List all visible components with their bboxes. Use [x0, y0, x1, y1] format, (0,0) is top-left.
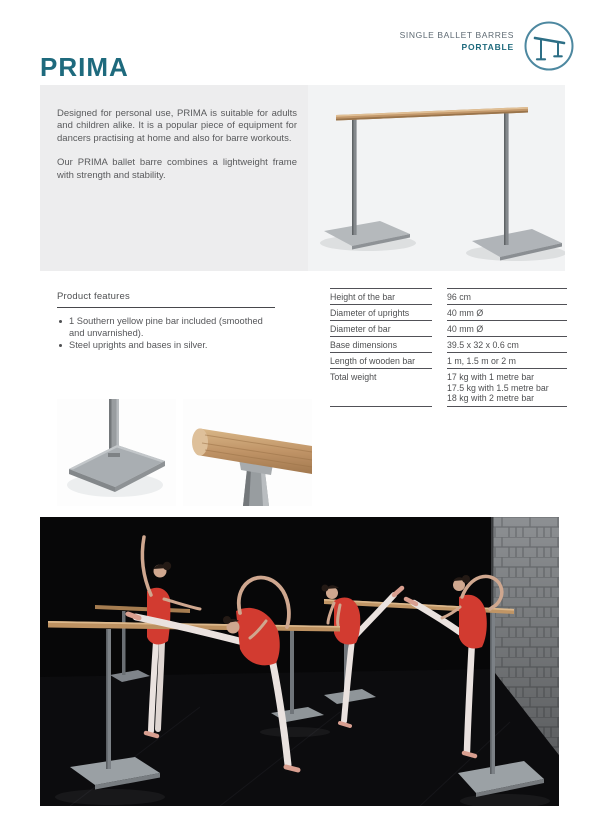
table-row	[330, 337, 567, 353]
table-row	[330, 288, 567, 305]
spec-label: Base dimensions	[330, 337, 432, 353]
spec-label: Length of wooden bar	[330, 353, 432, 369]
bullet-icon	[59, 344, 62, 347]
intro-text	[57, 108, 297, 182]
intro-paragraph: Designed for personal use, PRIMA is suitable for adults and children alike. It is a popular piece of equipment for dancers practising at home and also for barre workouts.	[57, 108, 297, 144]
features-heading: Product features	[57, 291, 130, 302]
spec-label: Diameter of uprights	[330, 305, 432, 321]
table-row	[330, 321, 567, 337]
spec-label: Height of the bar	[330, 288, 432, 305]
spec-value: 96 cm	[447, 288, 567, 305]
spec-label: Total weight	[330, 369, 432, 406]
page-title: PRIMA	[40, 52, 129, 82]
ballet-barre-icon	[523, 20, 575, 72]
spec-value	[447, 369, 567, 406]
spec-value-line: 17.5 kg with 1.5 metre bar	[447, 382, 549, 393]
spec-value: 40 mm Ø	[447, 305, 567, 321]
table-row	[330, 353, 567, 369]
feature-text: 1 Southern yellow pine bar included (smoothed and unvarnished).	[69, 316, 263, 338]
detail-image-bar	[183, 399, 312, 506]
table-row	[330, 369, 567, 406]
spec-label: Diameter of bar	[330, 321, 432, 337]
bullet-icon	[59, 320, 62, 323]
spec-value: 1 m, 1.5 m or 2 m	[447, 353, 567, 369]
category-label: SINGLE BALLET BARRES	[399, 30, 514, 40]
spec-value-line: 18 kg with 2 metre bar	[447, 393, 535, 404]
table-row	[330, 305, 567, 321]
dancers-photo	[40, 517, 559, 806]
spec-value-line: 17 kg with 1 metre bar	[447, 371, 535, 382]
intro-panel	[40, 85, 565, 271]
product-features	[57, 291, 275, 353]
feature-text: Steel uprights and bases in silver.	[69, 340, 208, 351]
spec-table	[330, 288, 567, 407]
intro-paragraph: Our PRIMA ballet barre combines a lightweight frame with strength and stability.	[57, 157, 297, 181]
features-rule	[57, 307, 275, 308]
spec-value: 40 mm Ø	[447, 321, 567, 337]
feature-item	[57, 316, 275, 339]
feature-item	[57, 340, 275, 352]
subcategory-label: PORTABLE	[461, 42, 514, 52]
product-image	[308, 85, 565, 271]
header	[400, 30, 514, 52]
detail-image-base	[57, 399, 176, 506]
spec-value: 39.5 x 32 x 0.6 cm	[447, 337, 567, 353]
